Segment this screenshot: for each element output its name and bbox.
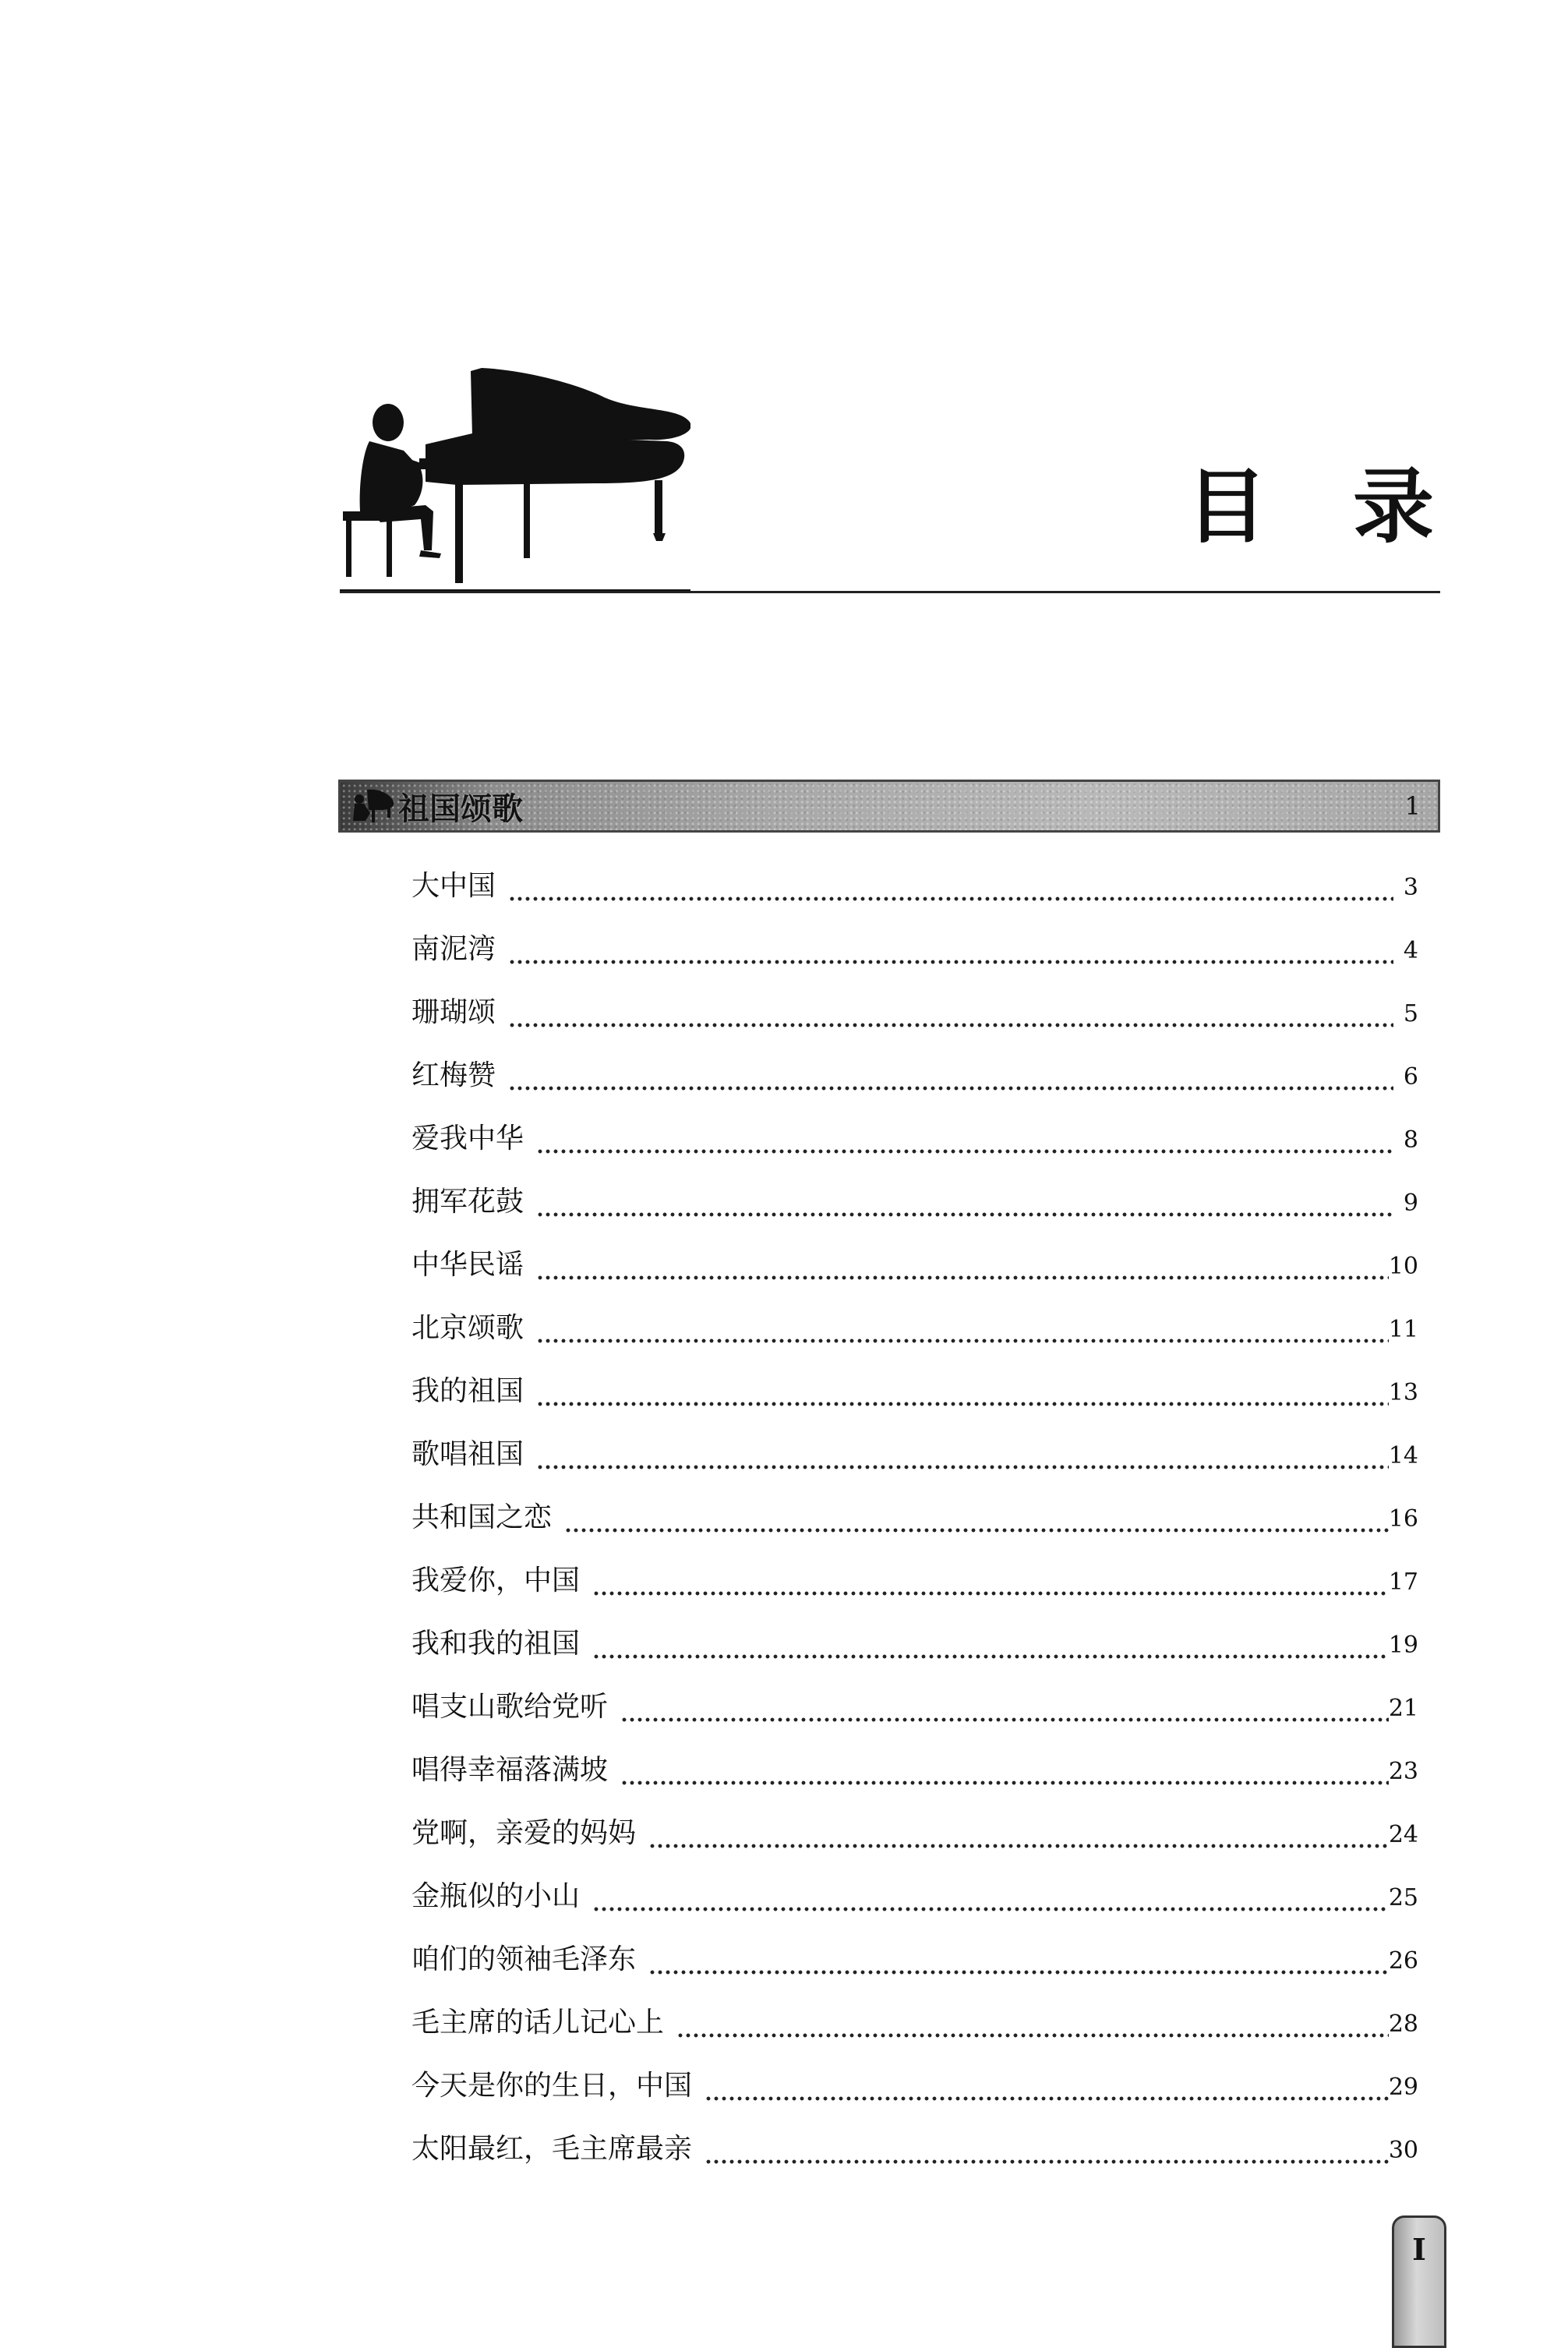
toc-entry[interactable] (411, 2127, 1418, 2190)
pianist-silhouette-icon (350, 787, 395, 826)
toc-entry-title: 大中国 (411, 870, 496, 902)
toc-entry-title: 歌唱祖国 (411, 1438, 524, 1470)
toc-entry-page: 13 (1388, 1379, 1418, 1406)
toc-entry-page: 5 (1403, 1000, 1418, 1027)
toc-entry-title: 爱我中华 (411, 1123, 524, 1155)
dot-leader (536, 1338, 1389, 1343)
toc-entry-title: 南泥湾 (411, 933, 496, 965)
dot-leader (536, 1402, 1389, 1406)
dot-leader (620, 1780, 1389, 1785)
dot-leader (536, 1212, 1393, 1217)
toc-entry-page: 6 (1403, 1063, 1418, 1091)
page-title: 目录 (1185, 459, 1520, 554)
toc-entry-page: 24 (1388, 1821, 1418, 1848)
toc-entry[interactable] (411, 864, 1418, 927)
toc-entry-page: 16 (1388, 1505, 1418, 1533)
toc-entry-title: 咱们的领袖毛泽东 (411, 1943, 637, 1975)
toc-entry-title: 毛主席的话儿记心上 (411, 2007, 665, 2039)
page-number: I (1412, 2232, 1426, 2267)
toc-entry[interactable] (411, 1495, 1418, 1558)
toc-entry-page: 14 (1388, 1442, 1418, 1469)
toc-entry-page: 29 (1388, 2074, 1418, 2101)
toc-entry-title: 北京颂歌 (411, 1312, 524, 1344)
dot-leader (508, 960, 1393, 964)
dot-leader (648, 1844, 1389, 1848)
section-page-number: 1 (1404, 791, 1421, 821)
toc-entry[interactable] (411, 1685, 1418, 1748)
toc-entry[interactable] (411, 2063, 1418, 2127)
toc-entry[interactable] (411, 1243, 1418, 1306)
dot-leader (592, 1654, 1389, 1659)
dot-leader (620, 1717, 1389, 1722)
toc-entry[interactable] (411, 1369, 1418, 1432)
toc-entry[interactable] (411, 1937, 1418, 2000)
toc-entry-page: 30 (1388, 2137, 1418, 2164)
toc-entry[interactable] (411, 1306, 1418, 1369)
page-number-tab (1392, 2215, 1446, 2348)
toc-entry-title: 今天是你的生日，中国 (411, 2070, 693, 2102)
pianist-at-grand-piano-icon (340, 366, 690, 592)
toc-entry-page: 25 (1388, 1884, 1418, 1911)
dot-leader (536, 1465, 1389, 1469)
toc-entry-title: 中华民谣 (411, 1249, 524, 1281)
toc-entry[interactable] (411, 1874, 1418, 1937)
toc-entry-title: 党啊，亲爱的妈妈 (411, 1817, 637, 1849)
toc-entry-title: 共和国之恋 (411, 1501, 553, 1533)
toc-entry[interactable] (411, 1116, 1418, 1179)
toc-entry-title: 珊瑚颂 (411, 996, 496, 1028)
toc-entry[interactable] (411, 1053, 1418, 1116)
toc-entry[interactable] (411, 2000, 1418, 2063)
toc-entry-title: 拥军花鼓 (411, 1186, 524, 1218)
toc-entry-title: 我爱你，中国 (411, 1565, 581, 1597)
dot-leader (508, 1086, 1393, 1091)
toc-entry[interactable] (411, 1621, 1418, 1685)
dot-leader (508, 896, 1393, 901)
dot-leader (592, 1907, 1389, 1911)
toc-entry-page: 4 (1403, 937, 1418, 964)
toc-entry-page: 21 (1388, 1695, 1418, 1722)
page-header (340, 366, 1520, 592)
toc-entry-page: 17 (1388, 1568, 1418, 1596)
dot-leader (592, 1591, 1389, 1596)
toc-entry[interactable] (411, 1811, 1418, 1874)
toc-entry-title: 金瓶似的小山 (411, 1880, 581, 1912)
toc-entry-page: 23 (1388, 1758, 1418, 1785)
toc-entry[interactable] (411, 1179, 1418, 1243)
toc-entry-page: 28 (1388, 2010, 1418, 2038)
dot-leader (536, 1149, 1393, 1154)
toc-entry-page: 9 (1403, 1190, 1418, 1217)
toc-entry[interactable] (411, 1558, 1418, 1621)
dot-leader (676, 2033, 1389, 2038)
section-heading-bar[interactable] (338, 780, 1440, 833)
toc-entry-title: 唱得幸福落满坡 (411, 1754, 609, 1786)
section-title: 祖国颂歌 (398, 790, 523, 827)
toc-entry-page: 3 (1403, 874, 1418, 901)
dot-leader (648, 1970, 1389, 1975)
toc-entry[interactable] (411, 1748, 1418, 1811)
table-of-contents (411, 864, 1418, 2190)
dot-leader (705, 2096, 1389, 2101)
toc-entry-page: 19 (1388, 1632, 1418, 1659)
toc-entry-title: 红梅赞 (411, 1059, 496, 1091)
toc-entry-title: 我的祖国 (411, 1375, 524, 1407)
toc-entry[interactable] (411, 927, 1418, 990)
dot-leader (705, 2159, 1389, 2164)
dot-leader (536, 1275, 1389, 1280)
dot-leader (564, 1528, 1389, 1533)
toc-entry[interactable] (411, 1432, 1418, 1495)
toc-entry-page: 8 (1403, 1126, 1418, 1154)
toc-entry[interactable] (411, 990, 1418, 1053)
toc-entry-page: 26 (1388, 1947, 1418, 1975)
header-divider (340, 591, 1440, 593)
toc-entry-title: 唱支山歌给党听 (411, 1691, 609, 1723)
toc-entry-title: 太阳最红，毛主席最亲 (411, 2133, 693, 2165)
dot-leader (508, 1023, 1393, 1027)
toc-entry-title: 我和我的祖国 (411, 1628, 581, 1660)
toc-entry-page: 10 (1388, 1253, 1418, 1280)
toc-entry-page: 11 (1388, 1316, 1418, 1343)
